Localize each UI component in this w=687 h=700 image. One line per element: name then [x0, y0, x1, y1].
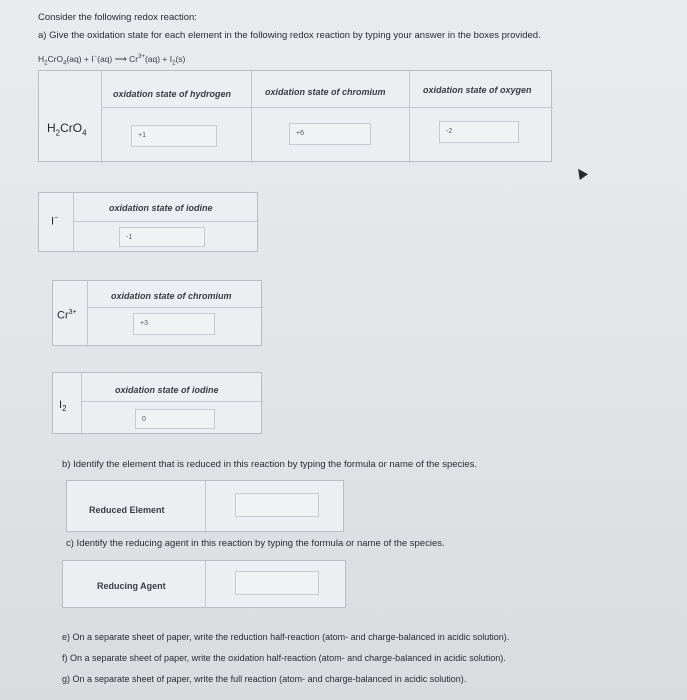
- part-a-prompt: a) Give the oxidation state for each element in the following redox reaction by typing your answer in the boxes provided.: [38, 30, 541, 41]
- iodine-oxidation-input[interactable]: 0: [135, 409, 215, 429]
- chromium-ion-oxidation-input[interactable]: +3: [133, 313, 215, 335]
- part-b-prompt: b) Identify the element that is reduced in this reaction by typing the formula or name of the species.: [62, 459, 478, 470]
- part-g-prompt: g) On a separate sheet of paper, write the full reaction (atom- and charge-balanced in acidic solution).: [62, 674, 467, 684]
- reducing-agent-label: Reducing Agent: [97, 581, 166, 591]
- reaction-equation: $H_2CrO_4(aq) + I^-(aq)$ ⟶ $Cr^{3+}(aq) + I_2(s)$: [38, 54, 186, 67]
- iodide-oxidation-input[interactable]: -1: [119, 227, 205, 247]
- iodine-table: [52, 372, 262, 434]
- reduced-element-box: [66, 480, 344, 532]
- species-h2cro4: $H_2CrO_4$: [47, 121, 87, 138]
- hydrogen-oxidation-input[interactable]: +1: [131, 125, 217, 147]
- species-iodine: $I_2$: [59, 399, 67, 414]
- species-iodide: I−: [51, 215, 59, 228]
- reducing-agent-box: [62, 560, 346, 608]
- mouse-cursor-icon: [574, 166, 588, 180]
- reducing-agent-input[interactable]: [235, 571, 319, 595]
- chromium-ion-table: [52, 280, 262, 346]
- header-oxidation-oxygen: oxidation state of oxygen: [423, 85, 532, 95]
- header-oxidation-chromium-ion: oxidation state of chromium: [111, 291, 232, 301]
- header-oxidation-chromium: oxidation state of chromium: [265, 87, 386, 97]
- h2cro4-table: [38, 70, 552, 162]
- header-oxidation-iodine-2: oxidation state of iodine: [115, 385, 219, 395]
- part-f-prompt: f) On a separate sheet of paper, write the oxidation half-reaction (atom- and charge-balanced in acidic solution).: [62, 653, 506, 663]
- reduced-element-input[interactable]: [235, 493, 319, 517]
- part-c-prompt: c) Identify the reducing agent in this reaction by typing the formula or name of the species.: [66, 538, 445, 549]
- header-oxidation-hydrogen: oxidation state of hydrogen: [113, 89, 232, 99]
- header-oxidation-iodine: oxidation state of iodine: [109, 203, 213, 213]
- oxygen-oxidation-input[interactable]: -2: [439, 121, 519, 143]
- intro-text: Consider the following redox reaction:: [38, 12, 197, 23]
- reduced-element-label: Reduced Element: [89, 505, 165, 515]
- species-chromium-ion: $Cr^{3+}$: [57, 309, 77, 322]
- iodide-table: [38, 192, 258, 252]
- part-e-prompt: e) On a separate sheet of paper, write the reduction half-reaction (atom- and charge-balanced in acidic solution).: [62, 632, 510, 642]
- chromium-oxidation-input[interactable]: +6: [289, 123, 371, 145]
